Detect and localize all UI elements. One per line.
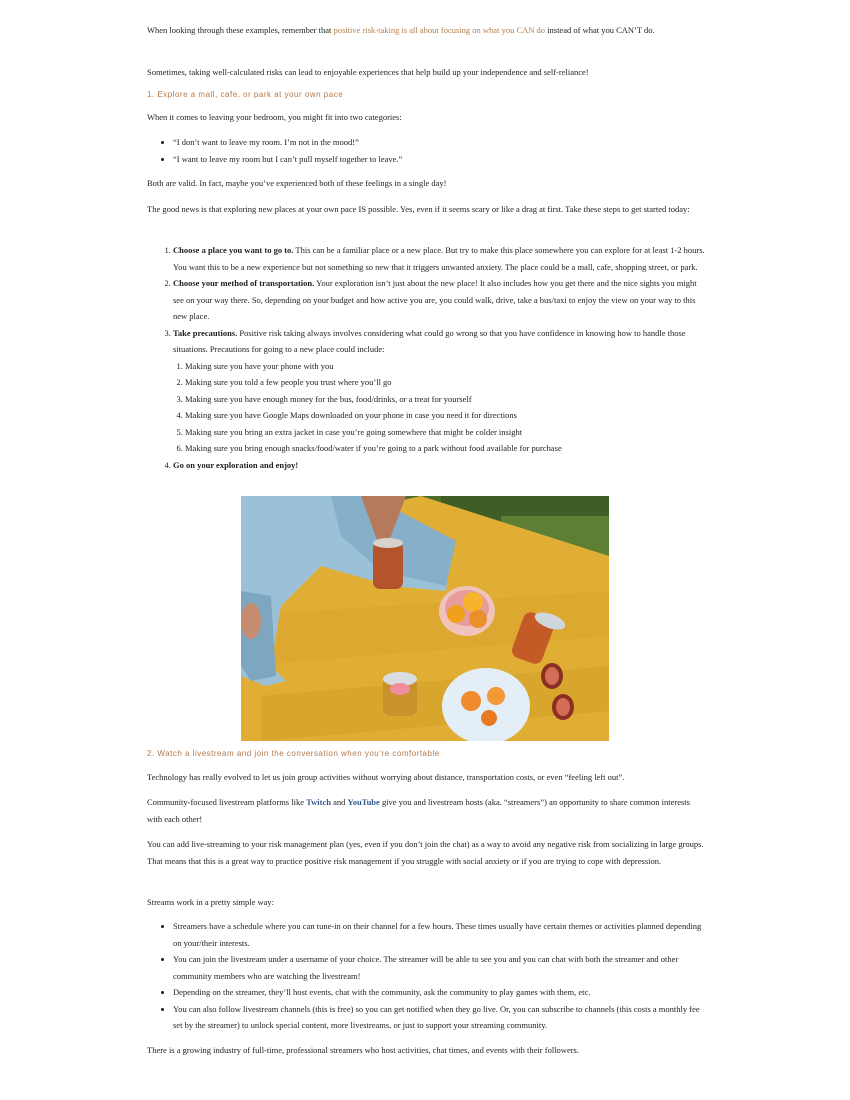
- picnic-photo: [241, 496, 609, 741]
- step-text: This can be a familiar place or a new place. But try to make this place somewhere you can explore for at least 1-2 hours. You want this to be a new experience but not something so new that it triggers unwanted anxiety. The place could be a mall, cafe, shopping street, or park.: [173, 245, 705, 272]
- positive-risk-link[interactable]: positive risk-taking is all about focusing on what you CAN do: [333, 25, 546, 35]
- youtube-link[interactable]: YouTube: [347, 797, 380, 807]
- step-item: [173, 325, 705, 457]
- mood-list: [147, 134, 731, 167]
- precaution-item: 1. Making sure you have your phone with you: [185, 358, 705, 375]
- list-item: • You can also follow livestream channels (this is free) so you can get notified when they go live. Or, you can subscribe to channels (this costs a monthly fee set by the streamer) to unlock special content, more livestreams, or just to support your streaming community.: [173, 1001, 705, 1034]
- step-text: Positive risk taking always involves considering what could go wrong so that you have confidence in knowing how to handle those situations. Precautions for going to a new place could include:: [173, 327, 686, 354]
- paragraph: There is a growing industry of full-time, professional streamers who host activities, chat times, and events with their followers.: [147, 1045, 579, 1055]
- step-item: [173, 275, 705, 325]
- paragraph: Both are valid. In fact, maybe you’ve experienced both of these feelings in a single day!: [147, 178, 447, 188]
- list-item: • “I want to leave my room but I can’t pull myself together to leave.”: [173, 151, 731, 168]
- text: instead of what you CAN’T do.: [545, 25, 655, 35]
- paragraph: Technology has really evolved to let us join group activities without worrying about distance, transportation costs, or even “feeling left out”.: [147, 772, 625, 782]
- intro-paragraph: [147, 22, 705, 39]
- paragraph: You can add live-streaming to your risk management plan (yes, even if you don’t join the chat) as a way to avoid any negative risk from socializing in large groups. That means that this is a great way to practice positive risk management if you struggle with social anxiety or if you are trying to cope with depression.: [147, 839, 704, 866]
- precaution-item: 6. Making sure you bring enough snacks/food/water if you’re going to a park without food available for purchase: [185, 440, 705, 457]
- list-item: • “I don’t want to leave my room. I’m not in the mood!”: [173, 134, 731, 151]
- stream-list: [147, 918, 705, 1034]
- intro-paragraph-2: Sometimes, taking well-calculated risks can lead to enjoyable experiences that help build up your independence and self-reliance!: [147, 67, 589, 77]
- step-title: Go on your exploration and enjoy!: [173, 459, 299, 470]
- precaution-item: 5. Making sure you bring an extra jacket in case you’re going somewhere that might be colder insight: [185, 424, 705, 441]
- picnic-illustration: [241, 496, 609, 741]
- step-title: Choose a place you want to go to.: [173, 245, 294, 255]
- platforms-paragraph: [147, 794, 705, 827]
- precautions-list: [173, 358, 705, 457]
- section-heading-livestream: 2. Watch a livestream and join the conversation when you’re comfortable: [147, 749, 440, 758]
- paragraph: When it comes to leaving your bedroom, you might fit into two categories:: [147, 112, 402, 122]
- list-item: • You can join the livestream under a username of your choice. The streamer will be able to see you and you can chat with both the streamer and other community members who are watching the livestream!: [173, 951, 705, 984]
- twitch-link[interactable]: Twitch: [306, 797, 331, 807]
- precaution-item: 2. Making sure you told a few people you trust where you’ll go: [185, 374, 705, 391]
- section-heading-explore: 1. Explore a mall, cafe, or park at your own pace: [147, 90, 344, 99]
- step-item: [173, 242, 705, 275]
- text: Community-focused livestream platforms like: [147, 797, 307, 807]
- paragraph: Streams work in a pretty simple way:: [147, 897, 275, 907]
- text: When looking through these examples, remember that: [147, 25, 334, 35]
- exploration-steps: [147, 242, 705, 473]
- precaution-item: 4. Making sure you have Google Maps downloaded on your phone in case you need it for directions: [185, 407, 705, 424]
- list-item: • Depending on the streamer, they’ll host events, chat with the community, ask the community to play games with them, etc.: [173, 984, 705, 1001]
- step-title: Take precautions.: [173, 327, 238, 338]
- step-title: Choose your method of transportation.: [173, 278, 315, 288]
- list-item: • Streamers have a schedule where you can tune-in on their channel for a few hours. These times usually have certain themes or activities planned depending on your/their interests.: [173, 918, 705, 951]
- text: give you and livestream hosts (aka. “streamers”) an opportunity to share common interests with each other!: [147, 797, 690, 824]
- precaution-item: 3. Making sure you have enough money for the bus, food/drinks, or a treat for yourself: [185, 391, 705, 408]
- step-item: [173, 457, 705, 474]
- text: and: [330, 797, 348, 807]
- step-text: Your exploration isn’t just about the new place! It also includes how you get there and the nice sights you might see on your way there. So, depending on your budget and how active you are, you could walk, drive, take a bus/taxi to enjoy the view on your way to this new place.: [173, 278, 697, 321]
- paragraph: The good news is that exploring new places at your own pace IS possible. Yes, even if it seems scary or like a drag at first. Take these steps to get started today:: [147, 204, 690, 214]
